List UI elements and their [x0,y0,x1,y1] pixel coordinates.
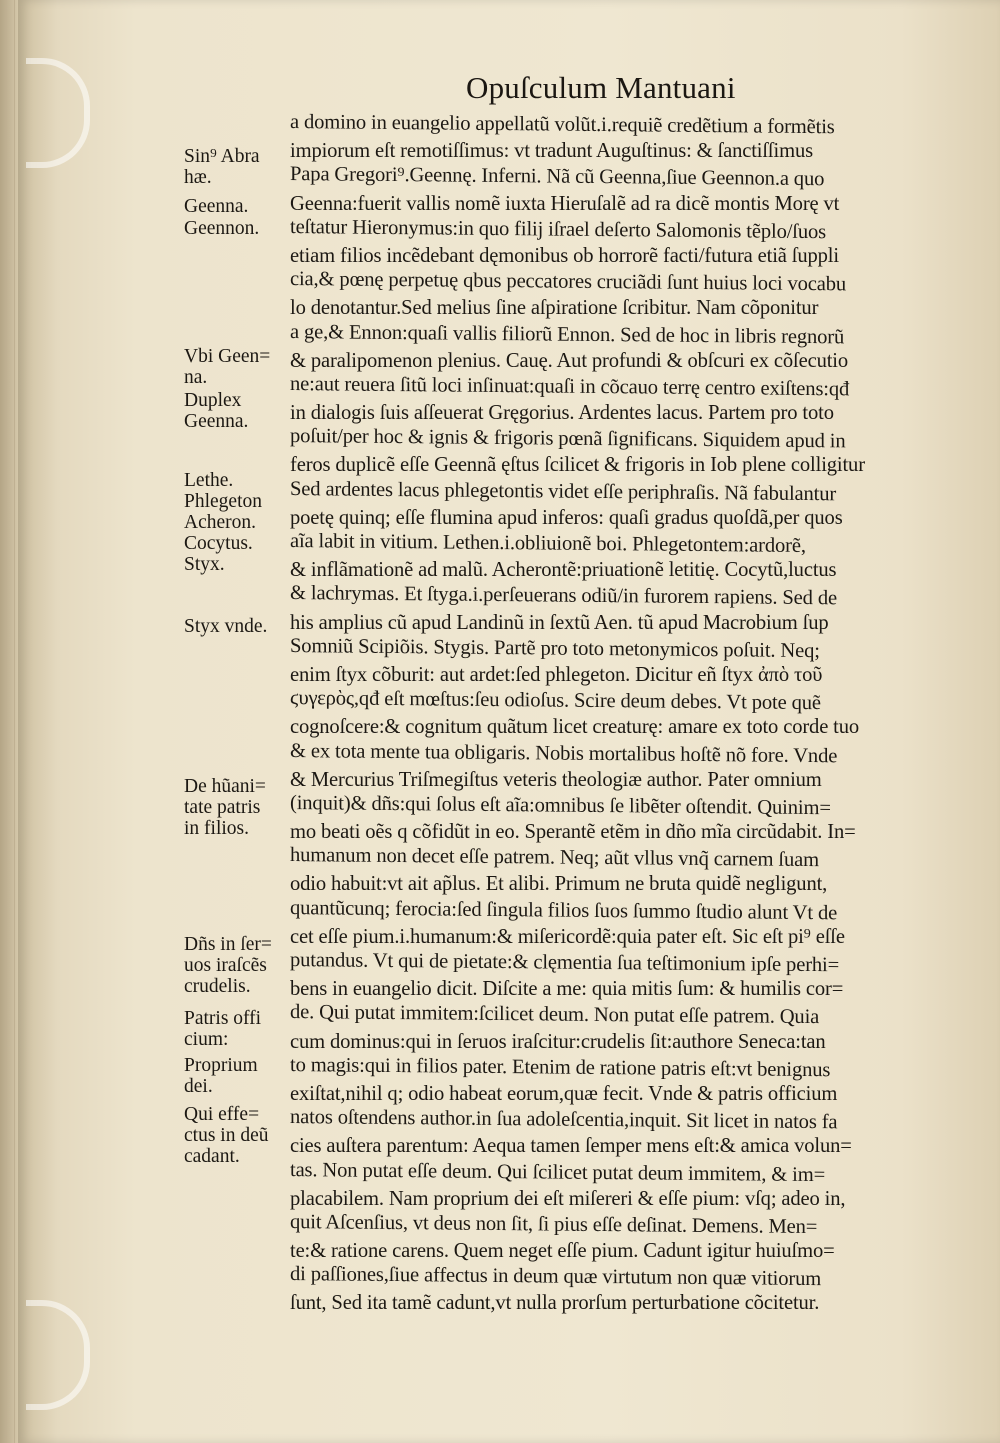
text-line: poetę quinq; eſſe flumina apud inferos: quaſi gradus quoſdã,per quos [290,506,843,529]
margin-note-line: cadant. [184,1146,240,1167]
text-line: & lachrymas. Et ſtyga.i.perſeuerans odiũ/in furorem rapiens. Sed de [290,582,837,610]
text-line: Somniũ Scipiõis. Stygis. Partẽ pro toto metonymicos poſuit. Neq; [290,634,820,662]
binding-clip-top [26,58,90,168]
page-edge-line [6,0,7,1443]
margin-note-line: Styx vnde. [184,616,268,637]
text-line: (inquit)& dñs:qui ſolus eſt aĩa:omnibus ſe libẽter oſtendit. Quinim= [290,791,831,820]
margin-note [184,1104,289,1167]
margin-note-line: Proprium [184,1055,258,1076]
binding-clip-bottom [26,1300,90,1410]
margin-note-line: Duplex [184,390,242,411]
margin-note-line: Patris offi [184,1008,262,1029]
margin-note [184,934,289,997]
text-line: putandus. Vt qui de pietate:& clęmentia ſua teſtimonium ipſe perhi= [290,949,840,977]
text-line: poſuit/per hoc & ignis & frigoris pœnã ſignificans. Siquidem apud in [290,425,846,453]
margin-note-line: na. [184,367,208,388]
margin-note [184,218,289,239]
text-line: quantũcunq; ferocia:ſed ſingula filios ſuos ſummo ſtudio alunt Vt de [290,896,838,924]
margin-note [184,776,289,839]
text-line: & ex tota mente tua obligaris. Nobis mortalibus hoſtẽ nõ fore. Vnde [290,739,838,767]
text-line: exiſtat,nihil q; odio habeat eorum,quæ fecit. Vnde & patris officium [290,1082,838,1105]
margin-note-line: Phlegeton [184,491,262,512]
margin-note-line: Geennon. [184,218,260,239]
text-line: etiam filios incẽdebant dęmonibus ob horrorẽ facti/futura etiã ſuppli [290,244,839,267]
margin-note-line: Sin⁹ Abra [184,146,260,167]
margin-note [184,470,289,575]
text-line: quit Aſcenſius, vt deus non ſit, ſi pius eſſe deſinat. Demens. Men= [290,1210,818,1238]
text-line: tas. Non putat eſſe deum. Qui ſcilicet putat deum immitem, & im= [290,1158,826,1186]
margin-note-line: hæ. [184,167,212,188]
text-line: mo beati oẽs q cõfidũt in eo. Sperantẽ etẽm in dño mĩa circũdabit. In= [290,821,856,844]
margin-note-line: Dñs in ſer= [184,934,272,955]
text-line: Sed ardentes lacus phlegetontis videt eſſe periphraſis. Nã fabulantur [290,477,837,505]
text-line: aĩa labit in vitium. Lethen.i.obliuionẽ boi. Phlegetontem:ardorẽ, [290,530,806,557]
margin-note-line: tate patris [184,797,261,818]
margin-note-line: De hũani= [184,776,266,797]
margin-note-line: Vbi Geen= [184,346,271,367]
margin-note [184,146,289,188]
text-line: cet eſſe pium.i.humanum:& miſericordẽ:quia pater eſt. Sic eſt pi⁹ eſſe [290,925,845,948]
margin-note [184,196,289,217]
margin-note-line: Acheron. [184,512,257,533]
text-line: & Mercurius Triſmegiſtus veteris theologiæ author. Pater omnium [290,768,822,791]
text-line: ſunt, Sed ita tamẽ cadunt,vt nulla prorſum perturbatione cõcitetur. [290,1292,820,1315]
text-line: Geenna:fuerit vallis nomẽ iuxta Hieruſalẽ ad ra dicẽ montis Morę vt [290,192,840,215]
text-line: a domino in euangelio appellatũ volũt.i.requiẽ credẽtium a formẽtis [290,111,835,139]
text-line: impiorum eſt remotiſſimus: vt tradunt Auguſtinus: & ſanctiſſimus [290,140,813,163]
margin-note-line: Cocytus. [184,533,253,554]
text-line: bens in euangelio dicit. Diſcite a me: quia mitis ſum: & humilis cor= [290,978,844,1001]
text-line: a ge,& Ennon:quaſi vallis filiorũ Ennon. Sed de hoc in libris regnorũ [290,320,845,348]
text-line: humanum non decet eſſe patrem. Neq; aũt vllus vnq̃ carnem ſuam [290,844,819,872]
text-line: & paralipomenon plenius. Cauę. Aut profundi & obſcuri ex cõſecutio [290,349,849,372]
margin-note-line: Geenna. [184,196,249,217]
text-line: cies auſtera parentum: Aequa tamen ſemper mens eſt:& amica volun= [290,1135,852,1158]
margin-note [184,1055,289,1097]
commentary-text-block [290,112,908,1317]
text-line: ϛυγερὸς,qđ eſt mœſtus:ſeu odioſus. Scire deum debes. Vt pote quẽ [290,687,821,715]
margin-note-line: crudelis. [184,976,251,997]
margin-note [184,616,289,637]
text-line: cognoſcere:& cognitum quãtum licet creaturę: amare ex toto corde tuo [290,716,860,739]
text-line: Papa Gregori⁹.Geennę. Inferni. Nã cũ Geenna,ſiue Geennon.a quo [290,163,825,191]
margin-note-line: Geenna. [184,411,249,432]
text-line: cum dominus:qui in ſeruos iraſcitur:crudelis ſit:authore Seneca:tan [290,1030,826,1053]
text-line: lo denotantur.Sed melius ſine aſpiratione ſcribitur. Nam cõponitur [290,297,819,320]
text-line: to magis:qui in filios pater. Etenim de ratione patris eſt:vt benignus [290,1053,831,1081]
margin-note-line: Lethe. [184,470,234,491]
text-line: cia,& pœnę perpetuę qbus peccatores cruciãdi ſunt huius loci vocabu [290,268,847,296]
text-line: in dialogis ſuis aſſeuerat Gręgorius. Ardentes lacus. Partem pro toto [290,402,834,425]
text-line: de. Qui putat immitem:ſcilicet deum. Non putat eſſe patrem. Quia [290,1001,820,1029]
text-line: placabilem. Nam proprium dei eſt miſereri & eſſe pium: vſq; adeo in, [290,1187,846,1210]
page-edge-line [14,0,15,1443]
text-line: & inflãmationẽ ad malũ. Acherontẽ:priuationẽ letitię. Cocytũ,luctus [290,559,837,582]
margin-note [184,390,289,432]
margin-note-line: Qui effe= [184,1104,260,1125]
margin-note-line: dei. [184,1076,213,1097]
text-line: di paſſiones,ſiue affectus in deum quæ virtutum non quæ vitiorum [290,1263,822,1291]
margin-note-line: cium: [184,1029,229,1050]
margin-note [184,346,289,388]
text-line: ne:aut reuera ſitũ loci inſinuat:quaſi in cõcauo terrę centro exiſtens:qđ [290,372,850,401]
text-line: te:& ratione carens. Quem neget eſſe pium. Cadunt igitur huiuſmo= [290,1240,835,1263]
margin-note-line: in filios. [184,818,250,839]
margin-note [184,1008,289,1050]
text-line: his amplius cũ apud Landinũ in ſextũ Aen. tũ apud Macrobium ſup [290,611,829,634]
text-line: feros duplicẽ eſſe Geennã ęſtus ſcilicet & frigoris in Iob plene colligitur [290,454,865,477]
text-line: odio habuit:vt ait ap̃lus. Et alibi. Primum ne bruta quidẽ negligunt, [290,873,828,896]
margin-note-line: uos iraſcẽs [184,955,267,976]
margin-note-line: Styx. [184,554,225,575]
margin-note-line: ctus in deũ [184,1125,269,1146]
text-line: teſtatur Hieronymus:in quo filij iſrael deſerto Salomonis tẽplo/ſuos [290,215,827,243]
text-line: enim ſtyx cõburit: aut ardet:ſed phlegeton. Dicitur eñ ſtyx ἀπὸ τοῦ [290,663,823,686]
text-line: natos oſtendens author.in ſua adoleſcentia,inquit. Sit licet in natos fa [290,1106,838,1134]
running-head: Opuſculum Mantuani [466,70,736,105]
